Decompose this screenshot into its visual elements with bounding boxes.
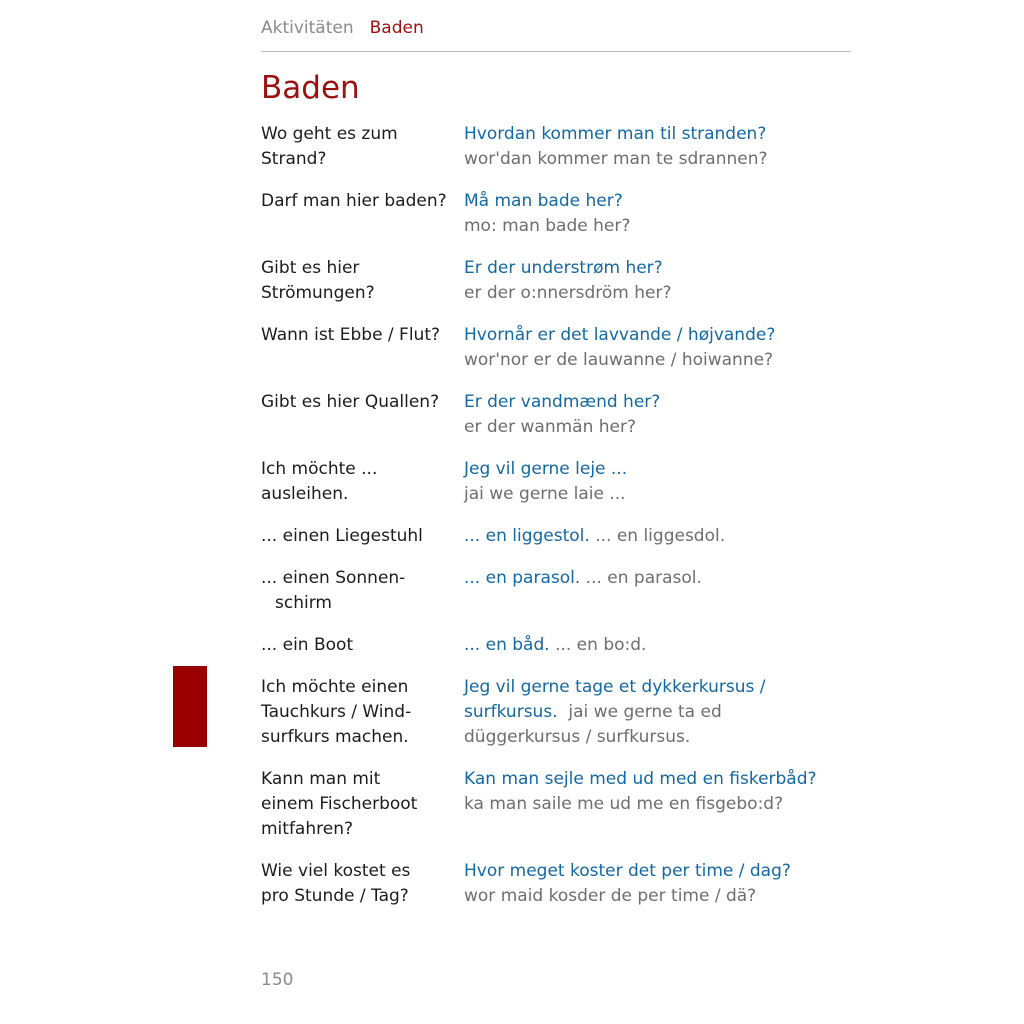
german-phrase: ... ein Boot	[261, 635, 354, 655]
german-phrase: Gibt es hier Quallen?	[261, 392, 440, 412]
danish-phrase: Jeg vil gerne leje ...	[464, 459, 628, 479]
header-section: Aktivitäten	[261, 18, 354, 38]
german-phrase: Darf man hier baden?	[261, 191, 447, 211]
german-phrase: Wie viel kostet es pro Stunde / Tag?	[261, 861, 411, 906]
german-phrase: Wann ist Ebbe / Flut?	[261, 325, 441, 345]
german-phrase: Wo geht es zum Strand?	[261, 124, 398, 169]
danish-phrase: ... en liggestol.	[464, 526, 590, 546]
german-phrase: Ich möchte einen Tauchkurs / Wind- surfkurs machen.	[261, 677, 412, 747]
pronunciation: jai we gerne ta ed düggerkursus / surfkursus.	[464, 702, 722, 747]
running-header	[261, 16, 851, 52]
danish-phrase: Er der vandmænd her?	[464, 392, 661, 412]
german-phrase: ... einen Sonnen- schirm	[261, 568, 406, 613]
pronunciation: wor'nor er de lauwanne / hoiwanne?	[464, 350, 774, 370]
german-phrase: Kann man mit einem Fischerboot mitfahren?	[261, 769, 418, 839]
page-number: 150	[261, 970, 294, 990]
danish-phrase: Er der understrøm her?	[464, 258, 663, 278]
pronunciation: jai we gerne laie ...	[464, 484, 626, 504]
pronunciation: er der o:nnersdröm her?	[464, 283, 672, 303]
page-title: Baden	[261, 70, 360, 106]
german-phrase: Gibt es hier Strömungen?	[261, 258, 375, 303]
danish-phrase: Hvor meget koster det per time / dag?	[464, 861, 791, 881]
pronunciation: wor maid kosder de per time / dä?	[464, 886, 757, 906]
chapter-tab-marker	[173, 666, 207, 747]
danish-phrase: Hvordan kommer man til stranden?	[464, 124, 767, 144]
danish-phrase: ... en parasol.	[464, 568, 581, 588]
german-phrase: Ich möchte ... ausleihen.	[261, 459, 378, 504]
pronunciation: ... en liggesdol.	[595, 526, 726, 546]
danish-phrase: Kan man sejle med ud med en fiskerbåd?	[464, 769, 817, 789]
german-phrase: ... einen Liegestuhl	[261, 526, 423, 546]
danish-phrase: Hvornår er det lavvande / højvande?	[464, 325, 776, 345]
danish-phrase: Jeg vil gerne tage et dykkerkursus / surfkursus.	[464, 677, 766, 722]
danish-phrase: Må man bade her?	[464, 191, 623, 211]
danish-phrase: ... en båd.	[464, 635, 550, 655]
pronunciation: wor'dan kommer man te sdrannen?	[464, 149, 768, 169]
pronunciation: ... en bo:d.	[555, 635, 647, 655]
pronunciation: er der wanmän her?	[464, 417, 636, 437]
pronunciation: ka man saile me ud me en fisgebo:d?	[464, 794, 784, 814]
pronunciation: mo: man bade her?	[464, 216, 631, 236]
pronunciation: ... en parasol.	[585, 568, 702, 588]
header-subsection: Baden	[369, 18, 424, 38]
